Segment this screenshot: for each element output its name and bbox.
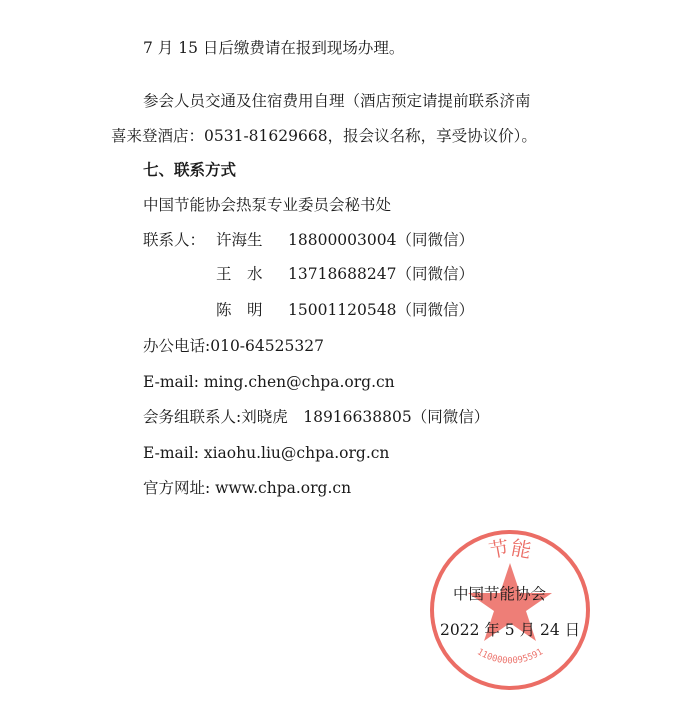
paragraph-payment: 7 月 15 日后缴费请在报到现场办理。 [143, 39, 405, 57]
paragraph-travel-line2: 喜来登酒店：0531-81629668，报会议名称，享受协议价）。 [111, 127, 537, 145]
website-link[interactable]: 官方网址: www.chpa.org.cn [143, 479, 352, 497]
contact-phone: 15001120548（同微信） [288, 301, 474, 319]
signature-organization: 中国节能协会 [453, 585, 547, 603]
email-link[interactable]: E-mail: xiaohu.liu@chpa.org.cn [143, 444, 390, 462]
official-seal-icon [425, 525, 595, 695]
seal-serial: 1100000095591 [475, 647, 545, 667]
email-link[interactable]: E-mail: ming.chen@chpa.org.cn [143, 373, 395, 391]
contact-name: 王 水 [216, 265, 263, 283]
contacts-label: 联系人： [143, 231, 206, 249]
contact-phone: 13718688247（同微信） [288, 265, 474, 283]
organizer-name: 中国节能协会热泵专业委员会秘书处 [143, 196, 392, 214]
signature-date: 2022 年 5 月 24 日 [440, 621, 581, 639]
section-heading: 七、联系方式 [143, 160, 237, 179]
paragraph-travel-line1: 参会人员交通及住宿费用自理（酒店预定请提前联系济南 [143, 92, 531, 110]
contact-name: 许海生 [216, 231, 263, 249]
group-contact: 会务组联系人:刘晓虎 18916638805（同微信） [143, 408, 490, 426]
contact-name: 陈 明 [216, 301, 263, 319]
contact-phone: 18800003004（同微信） [288, 231, 474, 249]
office-phone: 办公电话:010-64525327 [143, 337, 324, 355]
seal-top-text: 节能 [486, 535, 534, 563]
